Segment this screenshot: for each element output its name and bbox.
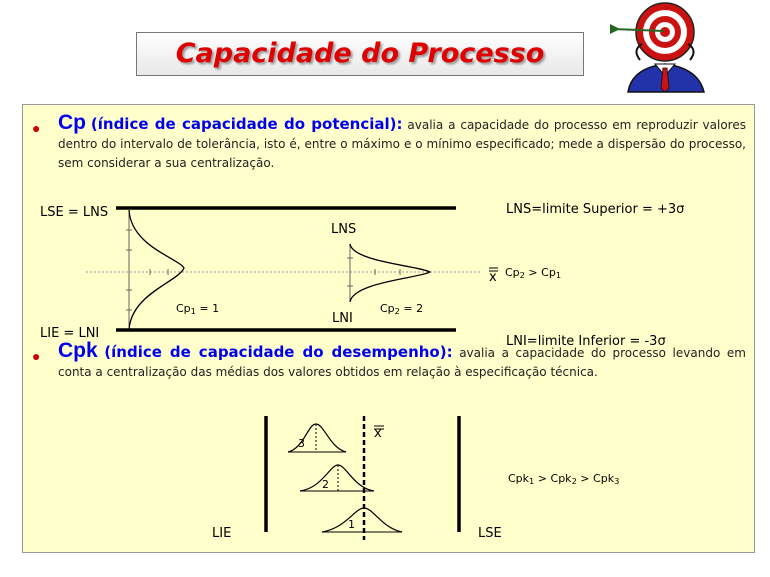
lie-lni-label: LIE = LNI xyxy=(40,326,100,341)
lse-lns-label: LSE = LNS xyxy=(40,205,109,220)
xbar-label-2: x xyxy=(374,426,382,441)
cpk-relation: Cpk$_1$ > Cpk$_2$ > Cpk$_3$ xyxy=(508,472,620,487)
cp-comparison: $Cp_2 > Cp_1$ xyxy=(505,266,562,281)
lie-label: LIE xyxy=(212,526,232,541)
cpk-term: Cpk xyxy=(58,339,98,362)
xbar-label-1: x xyxy=(489,270,497,285)
cpk-term-desc: (índice de capacidade do desempenho): xyxy=(104,343,453,361)
cp-term: Cp xyxy=(58,111,86,134)
lse-label: LSE xyxy=(478,526,502,541)
bullet-cpk: ● xyxy=(32,348,41,364)
bullet-cp: ● xyxy=(32,120,41,136)
cp1-label: $Cp_1 = 1$ xyxy=(176,302,220,317)
lns-label: LNS xyxy=(331,222,357,237)
lni-label: LNI xyxy=(332,311,353,326)
cp2-label: $Cp_2 = 2$ xyxy=(380,302,424,317)
lni-definition: LNI=limite Inferior = -3σ xyxy=(506,334,666,349)
cpk-text: avalia a capacidade do processo levando em conta a centralização das médias dos valores obtidos em relação à especificação técnica. xyxy=(58,346,746,379)
curve-3-label: 3 xyxy=(298,437,305,450)
page-title: Capacidade do Processo xyxy=(175,38,545,69)
curve-1-label: 1 xyxy=(348,518,355,531)
cp-term-desc: (índice de capacidade do potencial): xyxy=(90,115,403,133)
curve-2-label: 2 xyxy=(322,478,329,491)
cp-text: avalia a capacidade do processo em reproduzir valores dentro do intervalo de tolerância, isto é, entre o máximo e o mínimo especificado; mede a dispersão do processo, sem considerar a sua centralização. xyxy=(58,118,746,170)
lns-definition: LNS=limite Superior = +3σ xyxy=(506,202,685,217)
